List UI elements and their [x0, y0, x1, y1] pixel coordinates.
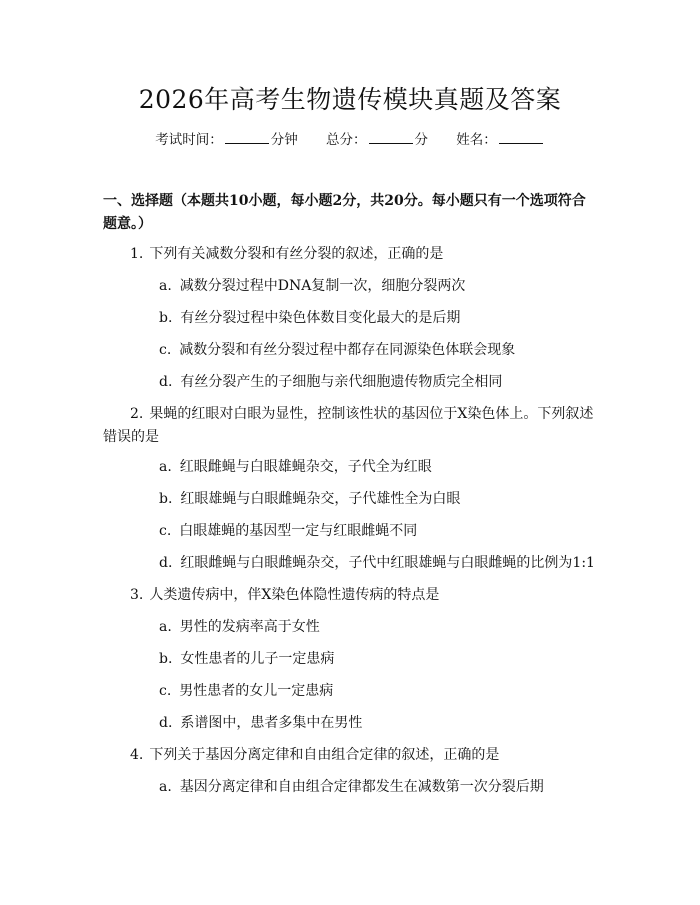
- total-score-blank: [369, 131, 413, 144]
- total-score-field: [326, 130, 428, 150]
- option-letter: b.: [159, 651, 173, 667]
- exam-time-label: 考试时间：: [155, 132, 223, 148]
- question-option: [159, 648, 599, 671]
- question-option: [159, 488, 599, 511]
- option-letter: a.: [159, 459, 172, 475]
- question-option: [159, 616, 599, 639]
- option-text: 减数分裂过程中DNA复制一次，细胞分裂两次: [179, 278, 466, 294]
- option-text: 红眼雄蝇与白眼雌蝇杂交，子代雄性全为白眼: [180, 491, 461, 507]
- question-stem: [130, 584, 600, 607]
- question-option: [159, 712, 599, 735]
- exam-time-field: [155, 130, 298, 150]
- question-number: 3.: [130, 587, 144, 603]
- question-option: [159, 552, 599, 575]
- question-stem: [103, 403, 599, 449]
- option-text: 有丝分裂过程中染色体数目变化最大的是后期: [180, 310, 461, 326]
- question-number: 4.: [130, 747, 144, 763]
- student-name-blank: [499, 131, 543, 144]
- option-letter: d.: [159, 715, 173, 731]
- question-option: [159, 371, 599, 394]
- section-heading: 一、选择题（本题共10小题，每小题2分，共20分。每小题只有一个选项符合题意。）: [103, 193, 586, 232]
- student-name-label: 姓名：: [456, 132, 497, 148]
- total-score-label: 总分：: [326, 132, 367, 148]
- question-text: 下列有关减数分裂和有丝分裂的叙述，正确的是: [149, 246, 444, 262]
- question-number: 1.: [130, 246, 144, 262]
- question-option: [159, 776, 599, 799]
- question-number: 2.: [130, 406, 144, 422]
- option-letter: a.: [159, 779, 172, 795]
- option-letter: c.: [159, 523, 172, 539]
- question-option: [159, 520, 599, 543]
- option-letter: a.: [159, 619, 172, 635]
- exam-time-unit: 分钟: [270, 132, 298, 148]
- option-letter: a.: [159, 278, 172, 294]
- option-text: 红眼雌蝇与白眼雌蝇杂交，子代中红眼雄蝇与白眼雌蝇的比例为1:1: [180, 555, 595, 571]
- question-stem: [130, 243, 600, 266]
- option-text: 男性患者的女儿一定患病: [179, 683, 334, 699]
- document-title: 2026年高考生物遗传模块真题及答案: [138, 85, 562, 114]
- question-option: [159, 456, 599, 479]
- question-option: [159, 680, 599, 703]
- option-letter: d.: [159, 374, 173, 390]
- option-letter: c.: [159, 342, 172, 358]
- question-text: 果蝇的红眼对白眼为显性，控制该性状的基因位于X染色体上。下列叙述错误的是: [103, 406, 594, 445]
- option-letter: b.: [159, 310, 173, 326]
- option-letter: b.: [159, 491, 173, 507]
- option-text: 有丝分裂产生的子细胞与亲代细胞遗传物质完全相同: [180, 374, 503, 390]
- option-letter: c.: [159, 683, 172, 699]
- question-text: 人类遗传病中，伴X染色体隐性遗传病的特点是: [149, 587, 440, 603]
- total-score-unit: 分: [414, 132, 428, 148]
- exam-time-blank: [225, 131, 269, 144]
- student-name-field: [456, 130, 545, 150]
- question-option: [159, 275, 599, 298]
- option-text: 基因分离定律和自由组合定律都发生在减数第一次分裂后期: [179, 779, 544, 795]
- question-option: [159, 339, 599, 362]
- option-text: 女性患者的儿子一定患病: [180, 651, 335, 667]
- option-text: 白眼雄蝇的基因型一定与红眼雌蝇不同: [179, 523, 418, 539]
- option-text: 男性的发病率高于女性: [179, 619, 320, 635]
- question-stem: [130, 744, 600, 767]
- exam-meta-line: [0, 130, 700, 150]
- question-option: [159, 307, 599, 330]
- option-text: 红眼雌蝇与白眼雄蝇杂交，子代全为红眼: [179, 459, 432, 475]
- option-letter: d.: [159, 555, 173, 571]
- option-text: 减数分裂和有丝分裂过程中都存在同源染色体联会现象: [179, 342, 516, 358]
- question-text: 下列关于基因分离定律和自由组合定律的叙述，正确的是: [149, 747, 500, 763]
- option-text: 系谱图中，患者多集中在男性: [180, 715, 363, 731]
